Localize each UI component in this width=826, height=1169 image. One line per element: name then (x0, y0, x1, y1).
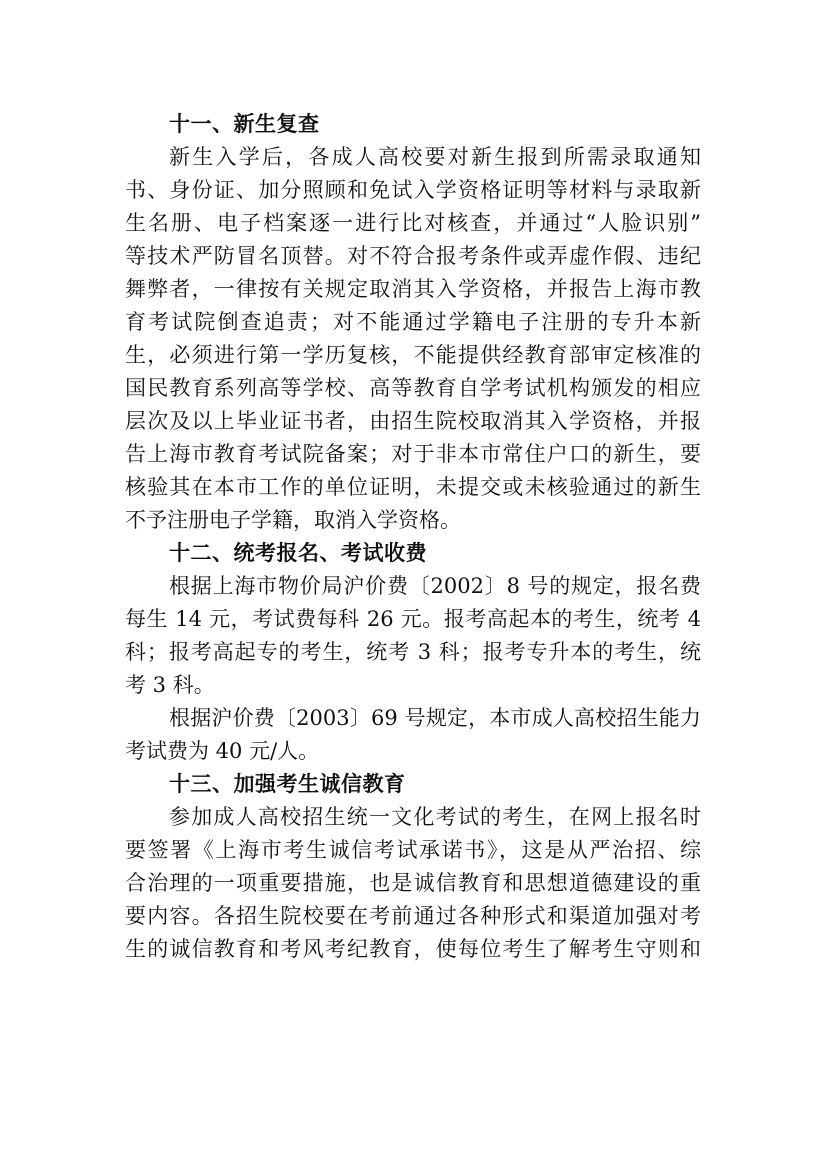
paragraph-line: 生名册、电子档案逐一进行比对核查，并通过“人脸识别” (125, 211, 701, 235)
paragraph (125, 141, 701, 537)
paragraph-line: 舞弊者，一律按有关规定取消其入学资格，并报告上海市教 (125, 277, 701, 301)
paragraph (125, 570, 701, 702)
section-new-student-review (125, 108, 701, 537)
paragraph-line: 核验其在本市工作的单位证明，未提交或未核验通过的新生 (125, 475, 701, 499)
paragraph-line: 生，必须进行第一学历复核，不能提供经教育部审定核准的 (125, 343, 701, 367)
paragraph-line: 育考试院倒查追责；对不能通过学籍电子注册的专升本新 (125, 310, 701, 334)
paragraph-line: 等技术严防冒名顶替。对不符合报考条件或弄虚作假、违纪 (125, 244, 701, 268)
paragraph-line: 根据上海市物价局沪价费〔2002〕8 号的规定，报名费 (169, 574, 701, 598)
document-body (125, 108, 701, 966)
paragraph (125, 801, 701, 966)
section-integrity-education (125, 768, 701, 966)
paragraph-line: 考 3 科。 (125, 673, 215, 697)
paragraph (125, 702, 701, 768)
section-heading: 十三、加强考生诚信教育 (169, 772, 406, 796)
paragraph-line: 层次及以上毕业证书者，由招生院校取消其入学资格，并报 (125, 409, 701, 433)
paragraph-line: 国民教育系列高等学校、高等教育自学考试机构颁发的相应 (125, 376, 701, 400)
paragraph-line: 书、身份证、加分照顾和免试入学资格证明等材料与录取新 (125, 178, 701, 202)
section-exam-fees (125, 537, 701, 768)
section-heading: 十二、统考报名、考试收费 (169, 541, 427, 565)
paragraph-line: 参加成人高校招生统一文化考试的考生，在网上报名时 (169, 805, 701, 829)
paragraph-line: 告上海市教育考试院备案；对于非本市常住户口的新生，要 (125, 442, 701, 466)
paragraph-line: 不予注册电子学籍，取消入学资格。 (125, 508, 461, 532)
paragraph-line: 每生 14 元，考试费每科 26 元。报考高起本的考生，统考 4 (125, 607, 701, 631)
section-heading: 十一、新生复查 (169, 112, 320, 136)
paragraph-line: 考试费为 40 元/人。 (125, 739, 320, 763)
paragraph-line: 科；报考高起专的考生，统考 3 科；报考专升本的考生，统 (125, 640, 701, 664)
paragraph-line: 生的诚信教育和考风考纪教育，使每位考生了解考生守则和 (125, 937, 701, 961)
paragraph-line: 合治理的一项重要措施，也是诚信教育和思想道德建设的重 (125, 871, 701, 895)
paragraph-line: 根据沪价费〔2003〕69 号规定，本市成人高校招生能力 (169, 706, 701, 730)
paragraph-line: 要签署《上海市考生诚信考试承诺书》，这是从严治招、综 (125, 838, 701, 862)
paragraph-line: 新生入学后，各成人高校要对新生报到所需录取通知 (169, 145, 701, 169)
paragraph-line: 要内容。各招生院校要在考前通过各种形式和渠道加强对考 (125, 904, 701, 928)
